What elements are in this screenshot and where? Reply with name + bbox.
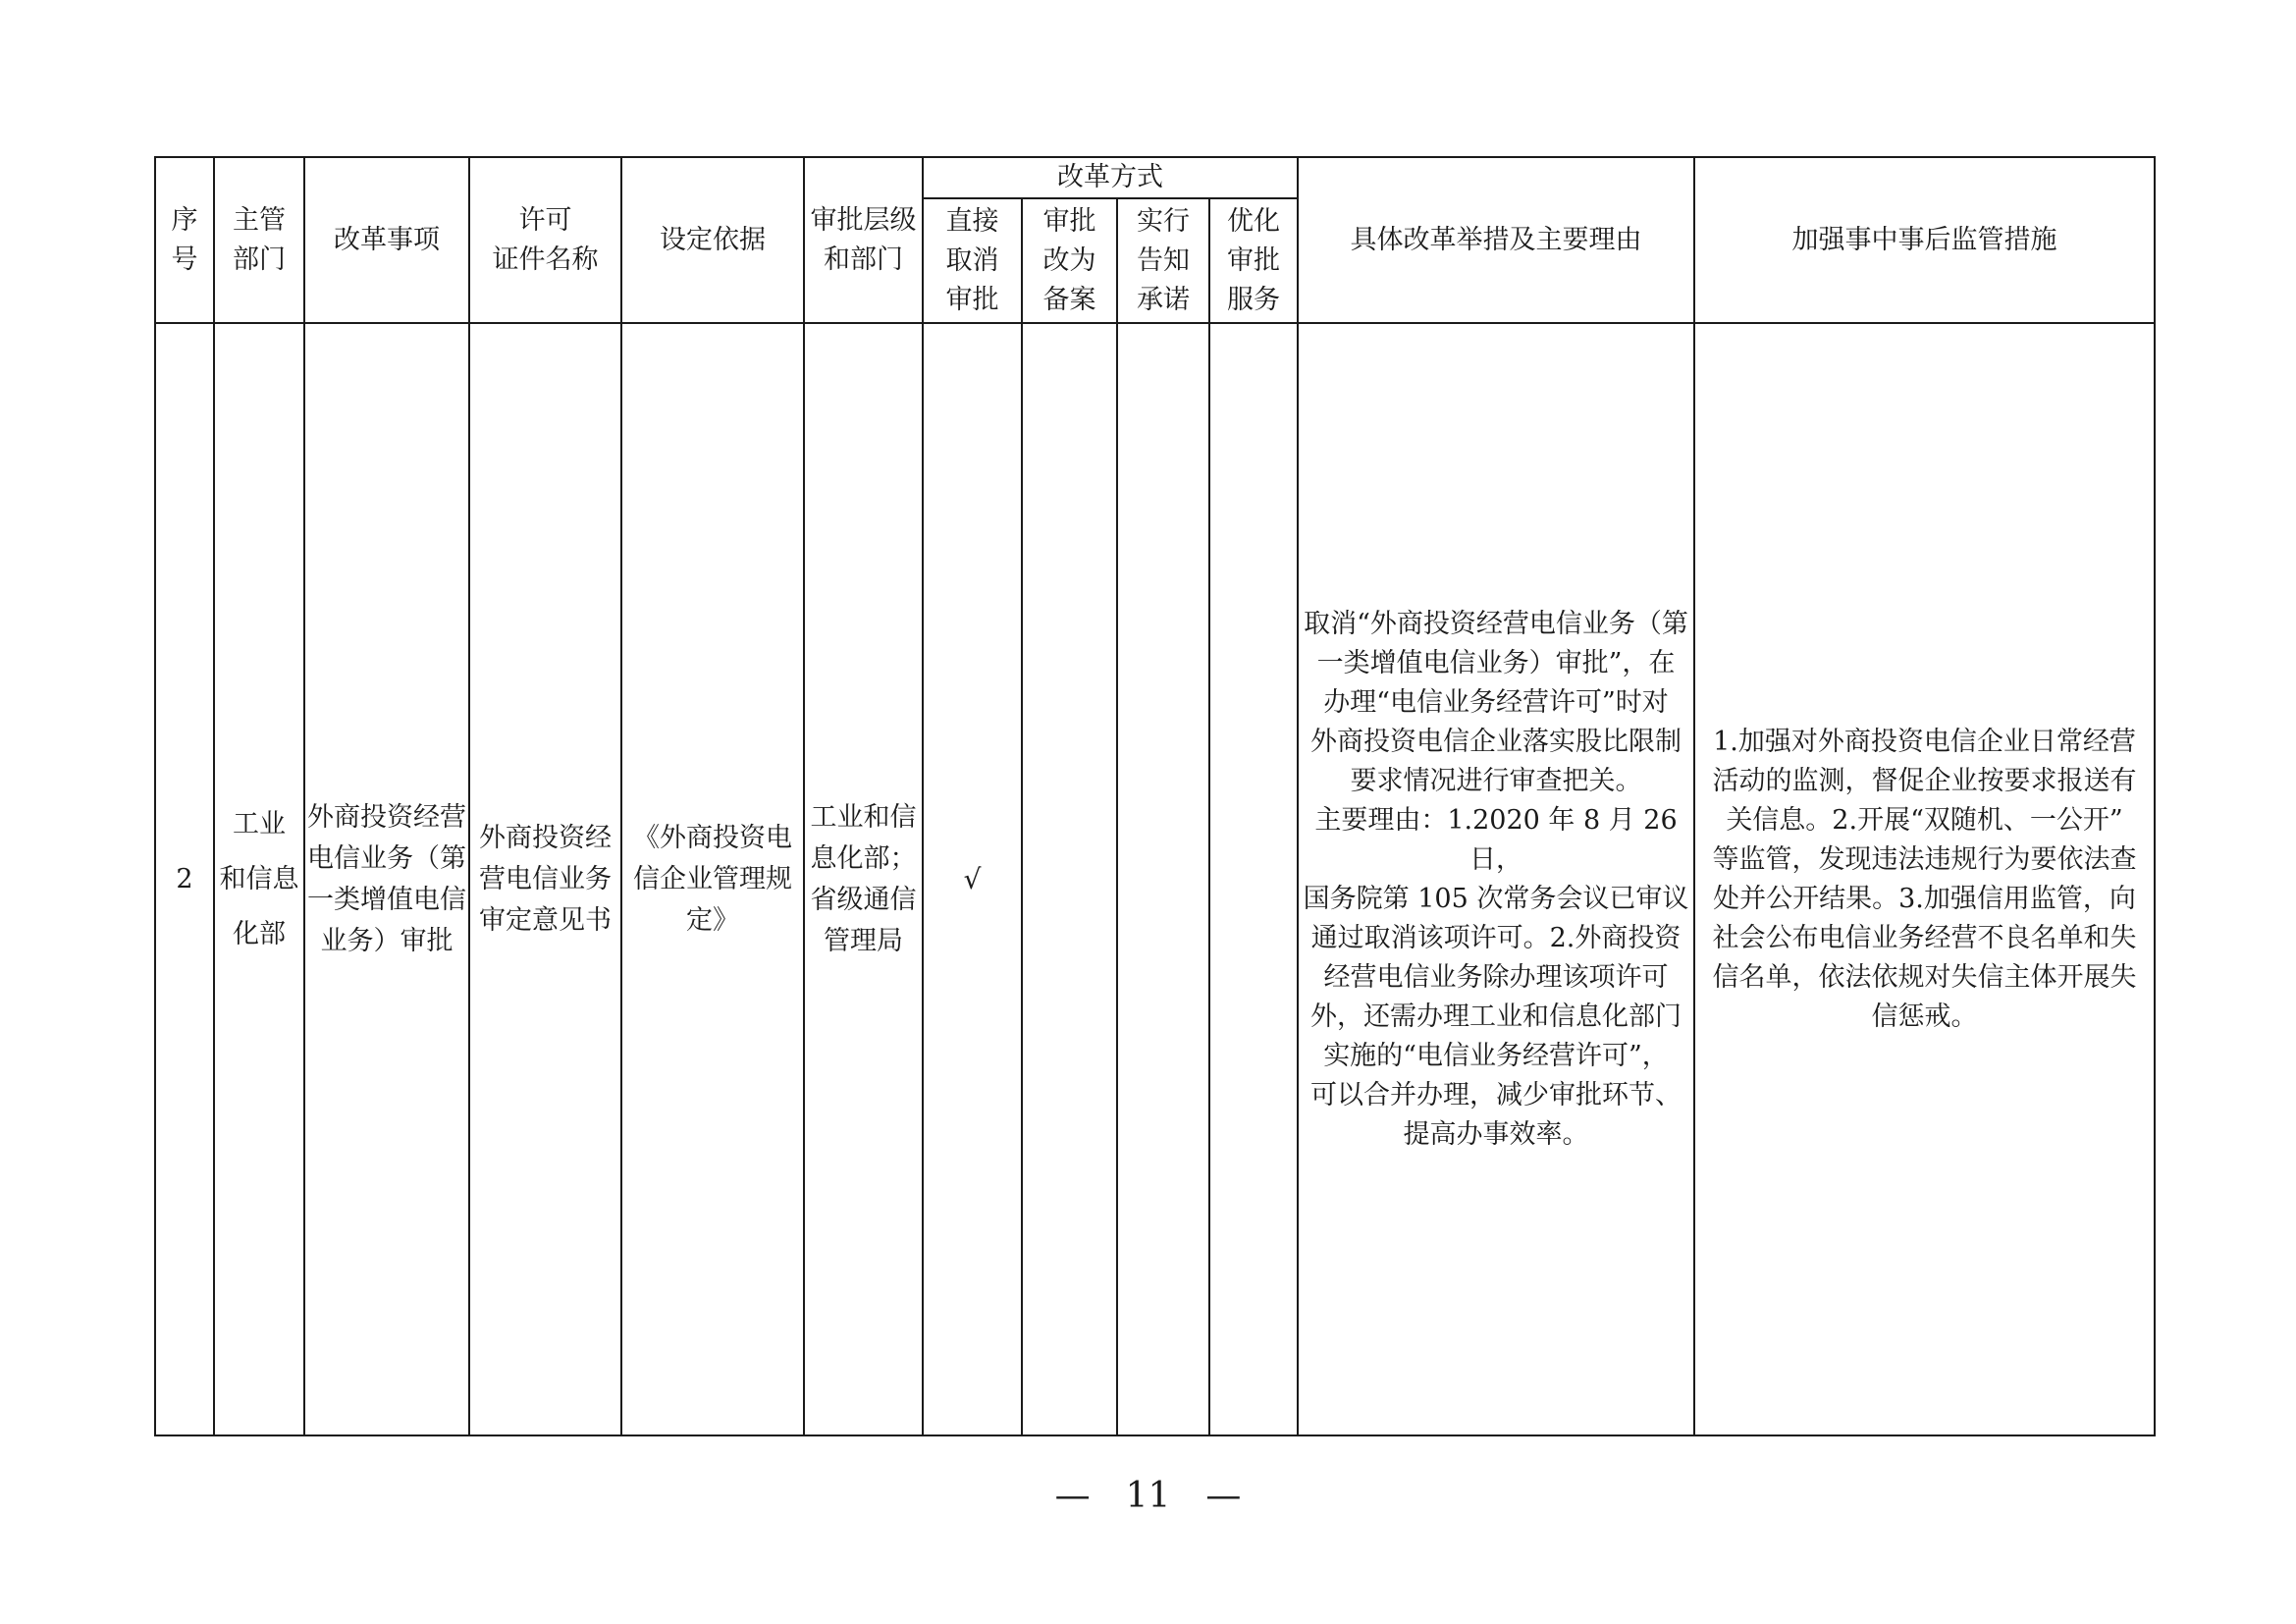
cell-mode-cancel — [923, 323, 1022, 1435]
header-measures: 具体改革举措及主要理由 — [1298, 157, 1694, 323]
header-mode-optimize: 优化 审批 服务 — [1209, 198, 1298, 323]
header-mode-notify: 实行 告知 承诺 — [1117, 198, 1209, 323]
header-mode-group: 改革方式 — [923, 157, 1298, 198]
header-seq: 序 号 — [155, 157, 214, 323]
cell-mode-notify — [1117, 323, 1209, 1435]
cell-basis: 《外商投资电 信企业管理规 定》 — [621, 323, 804, 1435]
header-mode-record: 审批 改为 备案 — [1022, 198, 1117, 323]
cell-dept: 工业 和信息 化部 — [214, 323, 304, 1435]
header-level: 审批层级 和部门 — [804, 157, 923, 323]
header-mode-cancel: 直接 取消 审批 — [923, 198, 1022, 323]
cell-mode-optimize — [1209, 323, 1298, 1435]
page-number: — 11 — — [1054, 1476, 1242, 1516]
cell-measures: 取消“外商投资经营电信业务（第 一类增值电信业务）审批”，在 办理“电信业务经营许可”时对 外商投资电信企业落实股比限制 要求情况进行审查把关。 主要理由：1.2020 年 8 月 26 日， 国务院第 105 次常务会议已审议 通过取消该项许可。2.外商投资 经营电信业务除办理该项许可 外，还需办理工业和信息化部门 实施的“电信业务经营许可”， 可以合并办理，减少审批环节、 提高办事效率。 — [1298, 323, 1694, 1435]
cell-mode-record — [1022, 323, 1117, 1435]
reform-table — [154, 156, 2156, 1436]
cell-level: 工业和信 息化部； 省级通信 管理局 — [804, 323, 923, 1435]
header-row-1 — [155, 157, 2155, 198]
header-basis: 设定依据 — [621, 157, 804, 323]
header-item: 改革事项 — [304, 157, 469, 323]
cell-item: 外商投资经营 电信业务（第 一类增值电信 业务）审批 — [304, 323, 469, 1435]
check-mark-icon: √ — [963, 862, 982, 895]
cell-license: 外商投资经 营电信业务 审定意见书 — [469, 323, 621, 1435]
cell-seq: 2 — [155, 323, 214, 1435]
header-dept: 主管 部门 — [214, 157, 304, 323]
table-row — [155, 323, 2155, 1435]
cell-supervision: 1.加强对外商投资电信企业日常经营 活动的监测，督促企业按要求报送有 关信息。2.开展“双随机、一公开” 等监管，发现违法违规行为要依法查 处并公开结果。3.加强信用监管，向 社会公布电信业务经营不良名单和失 信名单，依法依规对失信主体开展失 信惩戒。 — [1694, 323, 2155, 1435]
header-license: 许可 证件名称 — [469, 157, 621, 323]
header-supervision: 加强事中事后监管措施 — [1694, 157, 2155, 323]
